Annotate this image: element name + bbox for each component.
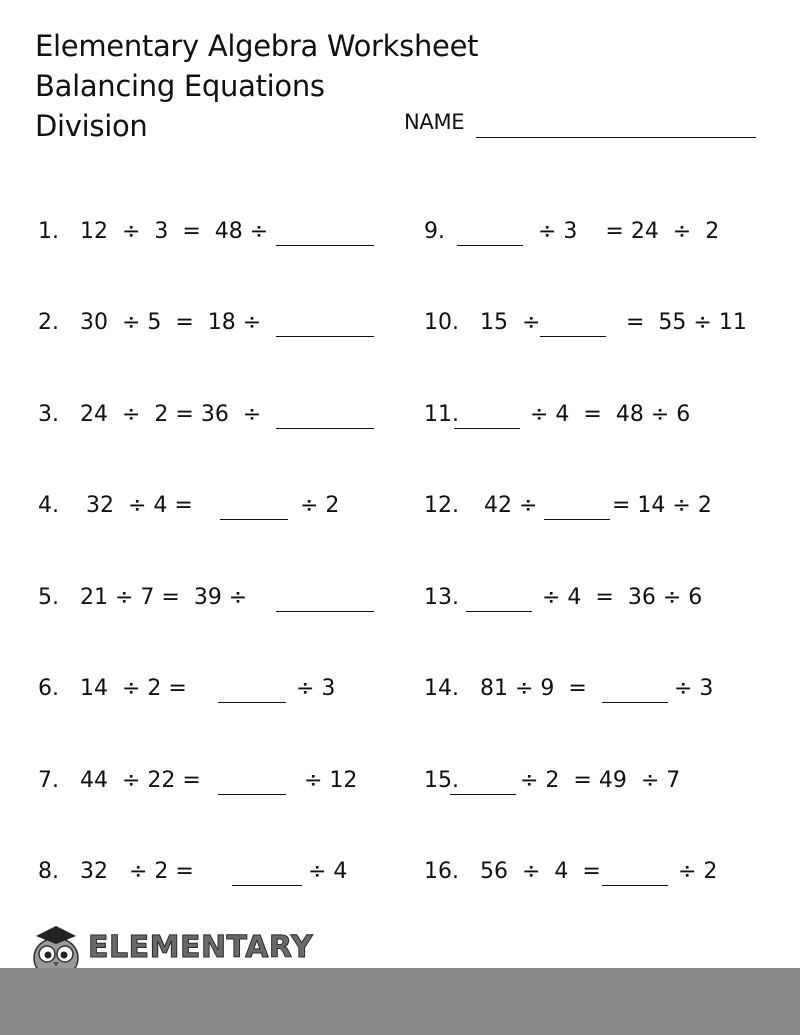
equation-text: 30 ÷ 5 = 18 ÷	[80, 310, 262, 335]
logo-text: ELEMENTARY	[88, 930, 314, 965]
answer-blank[interactable]	[457, 245, 523, 246]
worksheet-title: Elementary Algebra Worksheet	[35, 29, 479, 63]
name-field[interactable]	[476, 137, 756, 138]
equation-text: ÷ 2	[678, 859, 718, 884]
answer-blank[interactable]	[276, 245, 374, 246]
equation-text: 42 ÷	[484, 493, 538, 518]
question-15	[424, 761, 784, 801]
answer-blank[interactable]	[232, 885, 302, 886]
question-11	[424, 395, 784, 435]
answer-blank[interactable]	[220, 519, 288, 520]
question-16	[424, 852, 784, 892]
answer-blank[interactable]	[276, 428, 374, 429]
answer-blank[interactable]	[276, 611, 374, 612]
question-number: 13.	[424, 585, 459, 610]
answer-blank[interactable]	[218, 794, 286, 795]
question-number: 3.	[38, 402, 59, 427]
question-number: 1.	[38, 219, 59, 244]
question-7	[38, 761, 388, 801]
equation-text: ÷ 4 = 36 ÷ 6	[542, 585, 703, 610]
question-number: 2.	[38, 310, 59, 335]
answer-blank[interactable]	[466, 611, 532, 612]
equation-text: 44 ÷ 22 =	[80, 768, 201, 793]
question-2	[38, 303, 388, 343]
answer-blank[interactable]	[454, 428, 520, 429]
equation-text: ÷ 2 = 49 ÷ 7	[520, 768, 681, 793]
equation-text: 21 ÷ 7 = 39 ÷	[80, 585, 248, 610]
question-1	[38, 212, 388, 252]
question-number: 8.	[38, 859, 59, 884]
question-number: 7.	[38, 768, 59, 793]
answer-blank[interactable]	[544, 519, 610, 520]
question-number: 11.	[424, 402, 459, 427]
equation-text: ÷ 2	[300, 493, 340, 518]
equation-text: ÷ 3 = 24 ÷ 2	[538, 219, 720, 244]
question-3	[38, 395, 388, 435]
equation-text: 14 ÷ 2 =	[80, 676, 187, 701]
equation-text: = 55 ÷ 11	[626, 310, 747, 335]
equation-text: 56 ÷ 4 =	[480, 859, 601, 884]
name-label: NAME	[404, 110, 465, 134]
worksheet-subtitle: Balancing Equations	[35, 69, 325, 103]
equation-text: 81 ÷ 9 =	[480, 676, 587, 701]
question-13	[424, 578, 784, 618]
equation-text: = 14 ÷ 2	[612, 493, 712, 518]
question-14	[424, 669, 784, 709]
bottom-overlay-bar	[0, 968, 800, 1035]
equation-text: 32 ÷ 2 =	[80, 859, 194, 884]
question-8	[38, 852, 388, 892]
answer-blank[interactable]	[602, 702, 668, 703]
equation-text: ÷ 4	[308, 859, 348, 884]
equation-text: 12 ÷ 3 = 48 ÷	[80, 219, 269, 244]
equation-text: 24 ÷ 2 = 36 ÷	[80, 402, 262, 427]
question-12	[424, 486, 784, 526]
question-number: 4.	[38, 493, 59, 518]
question-number: 14.	[424, 676, 459, 701]
answer-blank[interactable]	[218, 702, 286, 703]
question-9	[424, 212, 784, 252]
question-number: 16.	[424, 859, 459, 884]
question-5	[38, 578, 388, 618]
equation-text: 32 ÷ 4 =	[86, 493, 193, 518]
question-number: 15.	[424, 768, 459, 793]
question-number: 9.	[424, 219, 445, 244]
answer-blank[interactable]	[450, 794, 516, 795]
question-6	[38, 669, 388, 709]
site-logo	[28, 924, 314, 972]
answer-blank[interactable]	[276, 336, 374, 337]
equation-text: ÷ 4 = 48 ÷ 6	[530, 402, 691, 427]
question-number: 12.	[424, 493, 459, 518]
worksheet-topic: Division	[35, 109, 148, 143]
question-number: 5.	[38, 585, 59, 610]
question-10	[424, 303, 784, 343]
equation-text: ÷ 3	[296, 676, 336, 701]
question-number: 10.	[424, 310, 459, 335]
equation-text: ÷ 3	[674, 676, 714, 701]
equation-text: 15 ÷	[480, 310, 541, 335]
answer-blank[interactable]	[602, 885, 668, 886]
equation-text: ÷ 12	[304, 768, 358, 793]
question-4	[38, 486, 388, 526]
answer-blank[interactable]	[540, 336, 606, 337]
question-number: 6.	[38, 676, 59, 701]
